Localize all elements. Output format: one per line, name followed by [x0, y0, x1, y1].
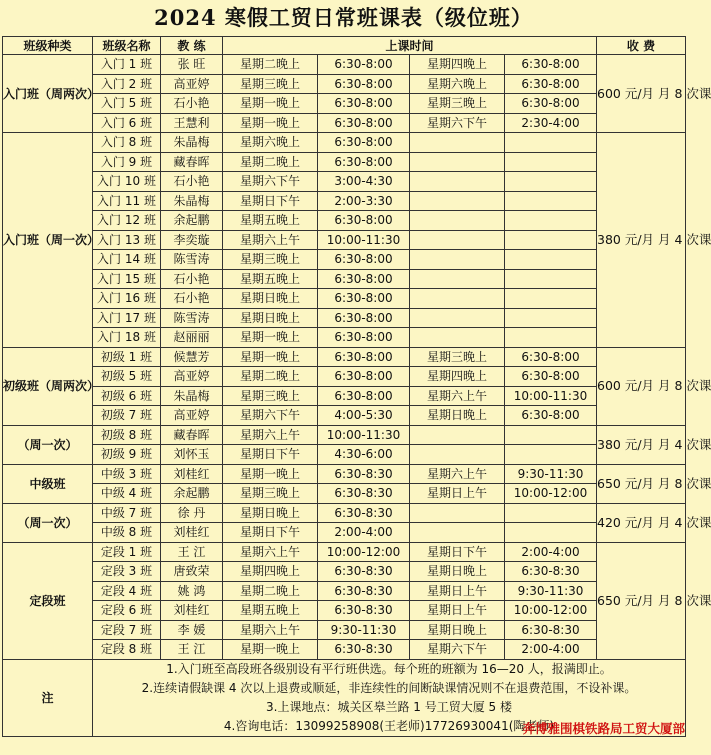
- day1-cell: 星期一晚上: [223, 347, 318, 367]
- time2-cell: 6:30-8:00: [505, 94, 597, 114]
- time1-cell: 6:30-8:30: [318, 640, 410, 660]
- day2-cell: 星期日上午: [410, 581, 505, 601]
- teacher-cell: 候慧芳: [161, 347, 223, 367]
- time2-cell: [505, 191, 597, 211]
- time2-cell: 6:30-8:30: [505, 562, 597, 582]
- table-row: [3, 601, 686, 621]
- day2-cell: [410, 425, 505, 445]
- note-text: 3.上课地点：城关区皋兰路 1 号工贸大厦 5 楼: [266, 699, 512, 714]
- class-name-cell: 初级 8 班: [93, 425, 161, 445]
- class-name-cell: 入门 5 班: [93, 94, 161, 114]
- table-row: [3, 113, 686, 133]
- teacher-cell: 张 旺: [161, 55, 223, 75]
- class-name-cell: 入门 15 班: [93, 269, 161, 289]
- class-name-cell: 初级 5 班: [93, 367, 161, 387]
- header-row: [3, 37, 686, 55]
- time1-cell: 6:30-8:30: [318, 464, 410, 484]
- day1-cell: 星期一晚上: [223, 94, 318, 114]
- teacher-cell: 石小艳: [161, 289, 223, 309]
- time2-cell: 2:00-4:00: [505, 542, 597, 562]
- day2-cell: [410, 445, 505, 465]
- day2-cell: 星期日上午: [410, 601, 505, 621]
- table-row: [3, 250, 686, 270]
- table-row: [3, 367, 686, 387]
- notes-row: [3, 659, 686, 736]
- time2-cell: [505, 152, 597, 172]
- time2-cell: [505, 445, 597, 465]
- fee-cell: 420 元/月 月 4 次课: [597, 503, 686, 542]
- teacher-cell: 李 媛: [161, 620, 223, 640]
- day2-cell: [410, 269, 505, 289]
- time2-cell: 6:30-8:00: [505, 406, 597, 426]
- time2-cell: 6:30-8:00: [505, 74, 597, 94]
- day1-cell: 星期二晚上: [223, 581, 318, 601]
- time2-cell: [505, 523, 597, 543]
- class-name-cell: 入门 14 班: [93, 250, 161, 270]
- day1-cell: 星期六上午: [223, 542, 318, 562]
- time1-cell: 6:30-8:30: [318, 581, 410, 601]
- class-name-cell: 定段 1 班: [93, 542, 161, 562]
- day1-cell: 星期日晚上: [223, 503, 318, 523]
- table-row: [3, 464, 686, 484]
- fee-cell: 650 元/月 月 8 次课: [597, 464, 686, 503]
- time2-cell: 9:30-11:30: [505, 464, 597, 484]
- teacher-cell: 朱晶梅: [161, 386, 223, 406]
- day1-cell: 星期一晚上: [223, 464, 318, 484]
- teacher-cell: 朱晶梅: [161, 191, 223, 211]
- teacher-cell: 陈雪涛: [161, 308, 223, 328]
- time1-cell: 6:30-8:00: [318, 328, 410, 348]
- time2-cell: [505, 172, 597, 192]
- class-name-cell: 入门 18 班: [93, 328, 161, 348]
- time2-cell: [505, 269, 597, 289]
- day1-cell: 星期日下午: [223, 191, 318, 211]
- day2-cell: 星期日晚上: [410, 562, 505, 582]
- time2-cell: 2:00-4:00: [505, 640, 597, 660]
- time2-cell: [505, 250, 597, 270]
- class-name-cell: 定段 3 班: [93, 562, 161, 582]
- class-name-cell: 中级 4 班: [93, 484, 161, 504]
- day1-cell: 星期二晚上: [223, 367, 318, 387]
- group-cell: 定段班: [3, 542, 93, 659]
- time1-cell: 4:30-6:00: [318, 445, 410, 465]
- time1-cell: 6:30-8:30: [318, 562, 410, 582]
- table-row: [3, 289, 686, 309]
- table-row: [3, 191, 686, 211]
- table-row: [3, 523, 686, 543]
- time1-cell: 2:00-3:30: [318, 191, 410, 211]
- time1-cell: 6:30-8:30: [318, 503, 410, 523]
- fee-cell: 650 元/月 月 8 次课: [597, 542, 686, 659]
- time2-cell: 6:30-8:00: [505, 347, 597, 367]
- class-name-cell: 初级 7 班: [93, 406, 161, 426]
- day2-cell: [410, 523, 505, 543]
- class-name-cell: 入门 13 班: [93, 230, 161, 250]
- day2-cell: [410, 211, 505, 231]
- group-cell: 初级班（周两次）: [3, 347, 93, 425]
- class-name-cell: 中级 3 班: [93, 464, 161, 484]
- footer-branch-label: 奔博雅围棋铁路局工贸大厦部: [522, 720, 686, 736]
- teacher-cell: 唐致荣: [161, 562, 223, 582]
- table-row: [3, 230, 686, 250]
- class-name-cell: 入门 9 班: [93, 152, 161, 172]
- schedule-body: [3, 55, 711, 737]
- day2-cell: [410, 308, 505, 328]
- class-name-cell: 入门 2 班: [93, 74, 161, 94]
- table-row: [3, 328, 686, 348]
- table-row: [3, 74, 686, 94]
- teacher-cell: 刘桂红: [161, 601, 223, 621]
- table-row: [3, 406, 686, 426]
- time2-cell: [505, 289, 597, 309]
- time1-cell: 6:30-8:00: [318, 250, 410, 270]
- table-row: [3, 133, 686, 153]
- time2-cell: [505, 503, 597, 523]
- day1-cell: 星期一晚上: [223, 328, 318, 348]
- day1-cell: 星期五晚上: [223, 269, 318, 289]
- day2-cell: 星期六晚上: [410, 74, 505, 94]
- day2-cell: [410, 328, 505, 348]
- time2-cell: 9:30-11:30: [505, 581, 597, 601]
- time2-cell: [505, 308, 597, 328]
- time1-cell: 6:30-8:00: [318, 367, 410, 387]
- teacher-cell: 王 江: [161, 542, 223, 562]
- time1-cell: 6:30-8:00: [318, 308, 410, 328]
- time1-cell: 6:30-8:00: [318, 55, 410, 75]
- group-cell: 入门班（周一次）: [3, 133, 93, 348]
- header-fee: 收 费: [597, 37, 686, 55]
- day1-cell: 星期六下午: [223, 172, 318, 192]
- teacher-cell: 徐 丹: [161, 503, 223, 523]
- class-name-cell: 入门 11 班: [93, 191, 161, 211]
- group-cell: （周一次）: [3, 503, 93, 542]
- time2-cell: [505, 230, 597, 250]
- table-row: [3, 445, 686, 465]
- time1-cell: 9:30-11:30: [318, 620, 410, 640]
- time2-cell: 6:30-8:30: [505, 620, 597, 640]
- day1-cell: 星期三晚上: [223, 250, 318, 270]
- time1-cell: 10:00-11:30: [318, 425, 410, 445]
- group-cell: （周一次）: [3, 425, 93, 464]
- teacher-cell: 藏春晖: [161, 152, 223, 172]
- class-name-cell: 入门 17 班: [93, 308, 161, 328]
- notes-label: 注: [3, 659, 93, 736]
- day1-cell: 星期日晚上: [223, 289, 318, 309]
- day1-cell: 星期六上午: [223, 425, 318, 445]
- table-row: [3, 484, 686, 504]
- day2-cell: 星期三晚上: [410, 347, 505, 367]
- time2-cell: [505, 425, 597, 445]
- time1-cell: 6:30-8:00: [318, 133, 410, 153]
- day1-cell: 星期四晚上: [223, 562, 318, 582]
- header-group: 班级种类: [3, 37, 93, 55]
- teacher-cell: 朱晶梅: [161, 133, 223, 153]
- day2-cell: [410, 250, 505, 270]
- time2-cell: 6:30-8:00: [505, 55, 597, 75]
- table-row: [3, 542, 686, 562]
- day2-cell: [410, 503, 505, 523]
- time2-cell: 10:00-12:00: [505, 601, 597, 621]
- teacher-cell: 赵丽丽: [161, 328, 223, 348]
- time2-cell: [505, 133, 597, 153]
- time2-cell: 10:00-12:00: [505, 484, 597, 504]
- table-row: [3, 640, 686, 660]
- teacher-cell: 石小艳: [161, 269, 223, 289]
- day1-cell: 星期日下午: [223, 523, 318, 543]
- day1-cell: 星期一晚上: [223, 640, 318, 660]
- header-time: 上课时间: [223, 37, 597, 55]
- notes-content: [93, 659, 686, 736]
- class-name-cell: 初级 9 班: [93, 445, 161, 465]
- teacher-cell: 石小艳: [161, 94, 223, 114]
- fee-cell: 600 元/月 月 8 次课: [597, 347, 686, 425]
- class-name-cell: 定段 7 班: [93, 620, 161, 640]
- day2-cell: 星期日上午: [410, 484, 505, 504]
- time1-cell: 6:30-8:30: [318, 601, 410, 621]
- day2-cell: [410, 152, 505, 172]
- teacher-cell: 陈雪涛: [161, 250, 223, 270]
- group-cell: 中级班: [3, 464, 93, 503]
- time1-cell: 6:30-8:00: [318, 347, 410, 367]
- day1-cell: 星期六上午: [223, 230, 318, 250]
- time1-cell: 6:30-8:00: [318, 211, 410, 231]
- teacher-cell: 藏春晖: [161, 425, 223, 445]
- day1-cell: 星期五晚上: [223, 601, 318, 621]
- day1-cell: 星期五晚上: [223, 211, 318, 231]
- class-name-cell: 定段 6 班: [93, 601, 161, 621]
- table-row: [3, 620, 686, 640]
- fee-cell: 600 元/月 月 8 次课: [597, 55, 686, 133]
- teacher-cell: 李奕璇: [161, 230, 223, 250]
- table-row: [3, 581, 686, 601]
- note-text: 2.连续请假缺课 4 次以上退费或顺延，非连续性的间断缺课情况则不在退费范围，不设补课。: [141, 680, 637, 695]
- table-row: [3, 308, 686, 328]
- day2-cell: 星期六上午: [410, 464, 505, 484]
- day1-cell: 星期日晚上: [223, 308, 318, 328]
- note-line: [93, 717, 685, 736]
- table-row: [3, 386, 686, 406]
- day2-cell: [410, 133, 505, 153]
- day1-cell: 星期三晚上: [223, 386, 318, 406]
- day2-cell: [410, 191, 505, 211]
- teacher-cell: 刘怀玉: [161, 445, 223, 465]
- time1-cell: 6:30-8:00: [318, 113, 410, 133]
- teacher-cell: 余起鹏: [161, 484, 223, 504]
- day1-cell: 星期日下午: [223, 445, 318, 465]
- time1-cell: 10:00-12:00: [318, 542, 410, 562]
- teacher-cell: 高亚婷: [161, 367, 223, 387]
- note-line: [93, 698, 685, 717]
- table-row: [3, 94, 686, 114]
- fee-cell: 380 元/月 月 4 次课: [597, 133, 686, 348]
- fee-cell: 380 元/月 月 4 次课: [597, 425, 686, 464]
- class-name-cell: 中级 8 班: [93, 523, 161, 543]
- day2-cell: 星期六上午: [410, 386, 505, 406]
- teacher-cell: 王 江: [161, 640, 223, 660]
- time1-cell: 6:30-8:30: [318, 484, 410, 504]
- day2-cell: [410, 289, 505, 309]
- class-name-cell: 入门 8 班: [93, 133, 161, 153]
- time1-cell: 6:30-8:00: [318, 74, 410, 94]
- class-name-cell: 入门 16 班: [93, 289, 161, 309]
- time2-cell: 6:30-8:00: [505, 367, 597, 387]
- header-class-name: 班级名称: [93, 37, 161, 55]
- teacher-cell: 刘桂红: [161, 523, 223, 543]
- table-row: [3, 425, 686, 445]
- day2-cell: 星期六下午: [410, 113, 505, 133]
- teacher-cell: 王慧利: [161, 113, 223, 133]
- time1-cell: 3:00-4:30: [318, 172, 410, 192]
- class-name-cell: 定段 4 班: [93, 581, 161, 601]
- table-row: [3, 55, 686, 75]
- group-cell: 入门班（周两次）: [3, 55, 93, 133]
- time1-cell: 10:00-11:30: [318, 230, 410, 250]
- table-row: [3, 503, 686, 523]
- teacher-cell: 刘桂红: [161, 464, 223, 484]
- day1-cell: 星期三晚上: [223, 484, 318, 504]
- time1-cell: 6:30-8:00: [318, 386, 410, 406]
- header-teacher: 教 练: [161, 37, 223, 55]
- time2-cell: [505, 328, 597, 348]
- day2-cell: [410, 230, 505, 250]
- page-title: 2024 寒假工贸日常班课表（级位班）: [154, 5, 533, 30]
- table-row: [3, 172, 686, 192]
- note-text: 1.入门班至高段班各级别设有平行班供选。每个班的班额为 16—20 人，报满即止。: [166, 661, 612, 676]
- time1-cell: 6:30-8:00: [318, 94, 410, 114]
- table-row: [3, 152, 686, 172]
- teacher-cell: 石小艳: [161, 172, 223, 192]
- day2-cell: 星期四晚上: [410, 367, 505, 387]
- table-row: [3, 269, 686, 289]
- time1-cell: 2:00-4:00: [318, 523, 410, 543]
- day1-cell: 星期六上午: [223, 620, 318, 640]
- day2-cell: [410, 172, 505, 192]
- day2-cell: 星期六下午: [410, 640, 505, 660]
- day1-cell: 星期六下午: [223, 406, 318, 426]
- teacher-cell: 高亚婷: [161, 406, 223, 426]
- class-name-cell: 入门 6 班: [93, 113, 161, 133]
- time2-cell: 2:30-4:00: [505, 113, 597, 133]
- note-line: [93, 660, 685, 679]
- time1-cell: 6:30-8:00: [318, 289, 410, 309]
- day2-cell: 星期日晚上: [410, 406, 505, 426]
- note-text: 4.咨询电话：13099258908(王老师)17726930041(陶老师): [223, 718, 555, 733]
- time1-cell: 6:30-8:00: [318, 269, 410, 289]
- class-name-cell: 初级 6 班: [93, 386, 161, 406]
- time1-cell: 4:00-5:30: [318, 406, 410, 426]
- schedule-table: [2, 36, 711, 737]
- teacher-cell: 姚 鸿: [161, 581, 223, 601]
- class-name-cell: 入门 12 班: [93, 211, 161, 231]
- day1-cell: 星期六晚上: [223, 133, 318, 153]
- class-name-cell: 定段 8 班: [93, 640, 161, 660]
- time2-cell: [505, 211, 597, 231]
- day1-cell: 星期一晚上: [223, 113, 318, 133]
- class-name-cell: 入门 1 班: [93, 55, 161, 75]
- note-line: [93, 679, 685, 698]
- day1-cell: 星期三晚上: [223, 74, 318, 94]
- teacher-cell: 高亚婷: [161, 74, 223, 94]
- table-row: [3, 347, 686, 367]
- table-row: [3, 562, 686, 582]
- class-name-cell: 中级 7 班: [93, 503, 161, 523]
- day1-cell: 星期二晚上: [223, 152, 318, 172]
- class-name-cell: 初级 1 班: [93, 347, 161, 367]
- day1-cell: 星期二晚上: [223, 55, 318, 75]
- day2-cell: 星期三晚上: [410, 94, 505, 114]
- day2-cell: 星期日晚上: [410, 620, 505, 640]
- time1-cell: 6:30-8:00: [318, 152, 410, 172]
- table-row: [3, 211, 686, 231]
- time2-cell: 10:00-11:30: [505, 386, 597, 406]
- day2-cell: 星期日下午: [410, 542, 505, 562]
- day2-cell: 星期四晚上: [410, 55, 505, 75]
- class-name-cell: 入门 10 班: [93, 172, 161, 192]
- teacher-cell: 余起鹏: [161, 211, 223, 231]
